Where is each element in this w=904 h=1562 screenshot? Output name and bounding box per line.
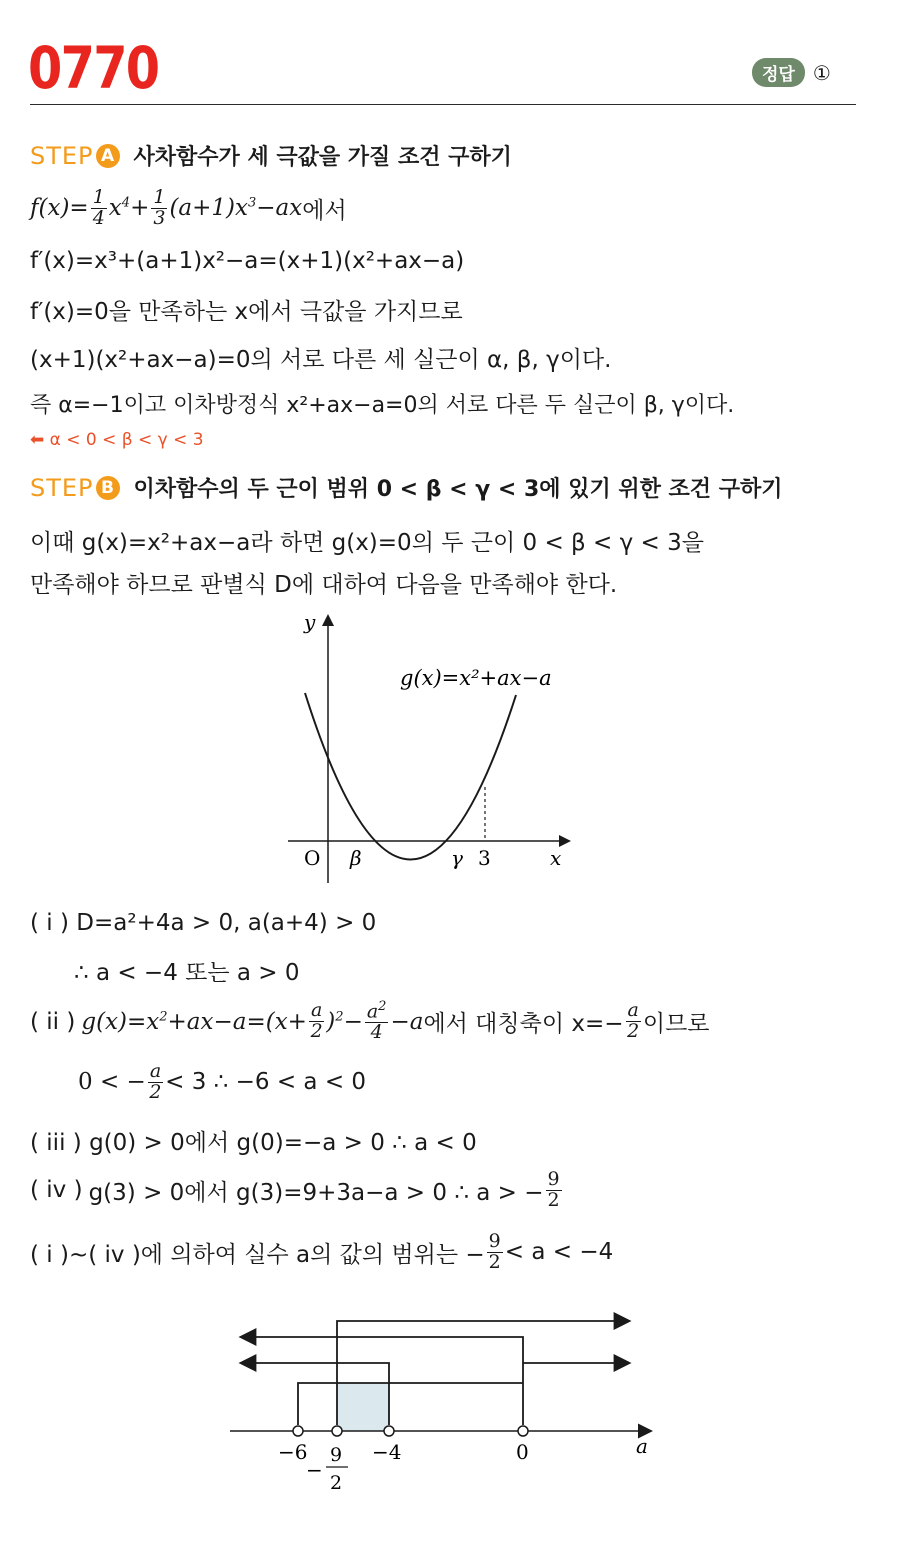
parabola-curve <box>305 693 516 860</box>
x-axis-label: x <box>550 846 562 870</box>
step-b-letter: B <box>96 476 120 500</box>
step-a-line-4: (x+1)(x²+ax−a)=0의 서로 다른 세 실근이 α, β, γ이다. <box>30 347 612 373</box>
step-a-line-5: 즉 α=−1이고 이차방정식 x²+ax−a=0의 서로 다른 두 실근이 β, γ이다. <box>30 393 735 418</box>
step-b-title: 이차함수의 두 근이 범위 0 < β < γ < 3에 있기 위한 조건 구하기 <box>133 477 783 502</box>
solution-region <box>337 1383 389 1431</box>
step-a-heading: STEP A 사차함수가 세 극값을 가질 조건 구하기 <box>30 141 512 170</box>
case-2: ( ii ) $g(x)=x^2+ax-a=(x+$ $\frac{a}{2}$ )$^2$− $\frac{a^2}{4}$ −a 에서 대칭축이 x=− $\frac{a}{2}$ 이므로 <box>30 999 710 1044</box>
header-divider <box>30 104 856 105</box>
step-a-letter: A <box>96 144 120 168</box>
case-3: ( iii ) g(0) > 0에서 g(0)=−a > 0 ∴ a < 0 <box>30 1130 477 1156</box>
fraction-third: $\frac{1}{3}$ <box>153 186 166 229</box>
tick-frac-den: 2 <box>330 1472 343 1494</box>
step-a-title: 사차함수가 세 극값을 가질 조건 구하기 <box>133 145 512 170</box>
case-1: ( i ) D=a²+4a > 0, a(a+4) > 0 <box>30 910 377 936</box>
function-label: g(x)=x²+ax−a <box>400 666 552 690</box>
root-gamma-label: γ <box>451 846 463 870</box>
origin-label: O <box>304 846 321 870</box>
answer-value: ① <box>812 60 831 85</box>
step-b-heading: STEP B 이차함수의 두 근이 범위 0 < β < γ < 3에 있기 위한 조건 구하기 <box>30 473 783 502</box>
number-line-diagram <box>220 1305 670 1505</box>
fraction-quarter: $\frac{1}{4}$ <box>92 186 105 229</box>
step-a-line-2: f′(x)=x³+(a+1)x²−a=(x+1)(x²+ax−a) <box>30 248 465 274</box>
step-a-line-1: f(x)= $\frac{1}{4}$ $x^4+$ $\frac{1}{3}$ $(a+1)x^3-ax$ 에서 <box>30 186 347 229</box>
answer-indicator <box>752 58 831 87</box>
case-4: ( iv ) g(3) > 0에서 g(3)=9+3a−a > 0 ∴ a > − $\frac{9}{2}$ <box>30 1168 560 1211</box>
problem-number: 0770 <box>28 34 159 102</box>
step-a-note: ⬅ α < 0 < β < γ < 3 <box>30 430 204 450</box>
y-axis-label: y <box>304 610 316 634</box>
open-point-neg9over2 <box>332 1426 342 1436</box>
number-line-label: a <box>636 1434 648 1458</box>
tick-frac-num: 9 <box>330 1444 343 1466</box>
open-point-neg4 <box>384 1426 394 1436</box>
tick-neg6: −6 <box>278 1440 308 1464</box>
case-1-result: ∴ a < −4 또는 a > 0 <box>74 960 300 986</box>
case-2-result: 0 < − $\frac{a}{2}$ < 3 ∴ −6 < a < 0 <box>78 1060 367 1103</box>
tick-0: 0 <box>516 1440 529 1464</box>
answer-badge: 정답 <box>752 58 805 87</box>
step-b-line-1: 이때 g(x)=x²+ax−a라 하면 g(x)=0의 두 근이 0 < β < γ < 3을 <box>30 530 704 556</box>
open-point-neg6 <box>293 1426 303 1436</box>
parabola-graph <box>270 605 630 890</box>
step-b-line-2: 만족해야 하므로 판별식 D에 대하여 다음을 만족해야 한다. <box>30 572 618 598</box>
conclusion: ( i )~( iv )에 의하여 실수 a의 값의 범위는 − $\frac{9}{2}$ < a < −4 <box>30 1230 614 1273</box>
range-neg6-to-0 <box>298 1383 523 1425</box>
tick-3-label: 3 <box>478 846 491 870</box>
root-beta-label: β <box>350 846 362 870</box>
tick-frac-sign: − <box>306 1458 323 1482</box>
step-a-line-3: f′(x)=0을 만족하는 x에서 극값을 가지므로 <box>30 299 463 325</box>
tick-neg4: −4 <box>372 1440 402 1464</box>
open-point-0 <box>518 1426 528 1436</box>
